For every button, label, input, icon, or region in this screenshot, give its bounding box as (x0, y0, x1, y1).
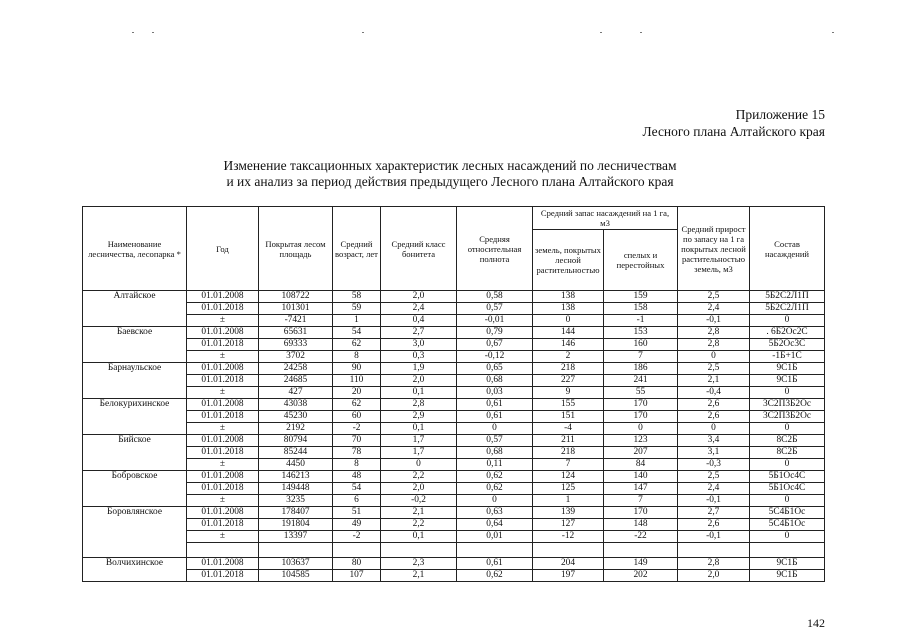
table-cell: -0,3 (678, 459, 750, 471)
table-cell: 146 (533, 339, 604, 351)
table-row (83, 435, 825, 447)
table-cell: 0 (750, 459, 825, 471)
table-cell: 2,6 (678, 411, 750, 423)
table-cell: 159 (604, 291, 678, 303)
table-cell: 65631 (259, 327, 333, 339)
table-cell: 01.01.2018 (187, 483, 259, 495)
document-title (120, 158, 780, 190)
table-cell: 151 (533, 411, 604, 423)
header-density: Средняя относительная полнота (457, 207, 533, 291)
table-cell: 1 (533, 495, 604, 507)
table-cell: 138 (533, 303, 604, 315)
table-cell: 160 (604, 339, 678, 351)
header-stock-covered: земель, покрытых лесной растительностью (533, 230, 604, 291)
table-cell: 104585 (259, 570, 333, 582)
table-cell: 2,5 (678, 291, 750, 303)
table-cell: 101301 (259, 303, 333, 315)
table-cell: 191804 (259, 519, 333, 531)
table-cell: 01.01.2018 (187, 519, 259, 531)
table-cell: 138 (533, 291, 604, 303)
table-cell: 2,7 (678, 507, 750, 519)
table-cell: 227 (533, 375, 604, 387)
table-cell: 2,9 (381, 411, 457, 423)
table-cell: 2,4 (381, 303, 457, 315)
table-cell: 186 (604, 363, 678, 375)
table-row (83, 483, 825, 495)
table-cell-empty (333, 543, 381, 558)
table-cell: . 6Б2Ос2С (750, 327, 825, 339)
table-row (83, 411, 825, 423)
table-cell: 01.01.2018 (187, 570, 259, 582)
table-cell: 5Б2С2Л1П (750, 303, 825, 315)
table-cell: 01.01.2008 (187, 363, 259, 375)
table-cell: 01.01.2018 (187, 303, 259, 315)
table-cell: 0,61 (457, 558, 533, 570)
table-cell: 01.01.2018 (187, 375, 259, 387)
table-cell: 1,7 (381, 447, 457, 459)
table-cell: -0,1 (678, 495, 750, 507)
forestry-name: Боровлянское (83, 507, 187, 558)
forestry-name: Бийское (83, 435, 187, 471)
table-cell: -0,01 (457, 315, 533, 327)
table-cell: 207 (604, 447, 678, 459)
header-composition: Состав насаждений (750, 207, 825, 291)
table-cell-empty (457, 543, 533, 558)
table-cell: 218 (533, 447, 604, 459)
table-cell: 0 (604, 423, 678, 435)
table-row (83, 471, 825, 483)
table-cell: 51 (333, 507, 381, 519)
table-cell: 58 (333, 291, 381, 303)
table-cell: 01.01.2008 (187, 291, 259, 303)
table-cell: ± (187, 315, 259, 327)
table-cell: 78 (333, 447, 381, 459)
table-row (83, 495, 825, 507)
table-cell: 2,7 (381, 327, 457, 339)
table-cell: 69333 (259, 339, 333, 351)
table-cell: 1,9 (381, 363, 457, 375)
table-cell: 127 (533, 519, 604, 531)
table-cell: -0,1 (678, 315, 750, 327)
table-cell: 0,01 (457, 531, 533, 543)
title-line-1: Изменение таксационных характеристик лесных насаждений по лесничествам (223, 158, 677, 173)
table-cell: 9 (533, 387, 604, 399)
table-cell: 144 (533, 327, 604, 339)
table-cell: 0 (381, 459, 457, 471)
appendix-line-1: Приложение 15 (735, 107, 825, 122)
table-cell: 0 (750, 387, 825, 399)
forestry-name: Белокурихинское (83, 399, 187, 435)
table-cell: ± (187, 459, 259, 471)
table-cell: 90 (333, 363, 381, 375)
table-cell: 0,57 (457, 303, 533, 315)
table-cell: -4 (533, 423, 604, 435)
table-cell: 0 (457, 423, 533, 435)
table-cell: 140 (604, 471, 678, 483)
table-cell: 5С4Б1Ос (750, 507, 825, 519)
table-cell: 0,62 (457, 570, 533, 582)
table-cell: 3702 (259, 351, 333, 363)
table-cell: 2,0 (381, 291, 457, 303)
table-row (83, 447, 825, 459)
table-cell-empty (187, 543, 259, 558)
table-cell: 9С1Б (750, 558, 825, 570)
table-cell: ± (187, 495, 259, 507)
table-cell: 8 (333, 459, 381, 471)
header-area: Покрытая лесом площадь (259, 207, 333, 291)
table-cell: 0 (533, 315, 604, 327)
table-cell: 0,1 (381, 531, 457, 543)
title-line-2: и их анализ за период действия предыдущего Лесного плана Алтайского края (226, 174, 674, 189)
table-cell: -2 (333, 423, 381, 435)
table-cell: ± (187, 351, 259, 363)
table-cell: 170 (604, 399, 678, 411)
table-cell: 0,62 (457, 471, 533, 483)
table-cell: 149 (604, 558, 678, 570)
table-cell: 0,68 (457, 375, 533, 387)
table-cell: 3,1 (678, 447, 750, 459)
table-row (83, 399, 825, 411)
table-cell: 01.01.2008 (187, 399, 259, 411)
table-cell: 24258 (259, 363, 333, 375)
table-cell: 2,5 (678, 363, 750, 375)
table-cell: 0,03 (457, 387, 533, 399)
table-cell-empty (259, 543, 333, 558)
appendix-line-2: Лесного плана Алтайского края (642, 124, 825, 139)
table-cell: 13397 (259, 531, 333, 543)
table-cell: 2,2 (381, 471, 457, 483)
table-cell: 3С2П3Б2Ос (750, 399, 825, 411)
table-cell: 2,8 (678, 339, 750, 351)
table-cell: 2,0 (381, 375, 457, 387)
table-row (83, 570, 825, 582)
table-cell: 2,1 (381, 507, 457, 519)
table-cell: 2,5 (678, 471, 750, 483)
appendix-header (643, 106, 825, 140)
table-cell: -0,12 (457, 351, 533, 363)
table-cell: 0,61 (457, 399, 533, 411)
table-cell: -7421 (259, 315, 333, 327)
table-cell: 1,7 (381, 435, 457, 447)
table-cell-empty (604, 543, 678, 558)
table-cell: -1 (604, 315, 678, 327)
table-cell: 170 (604, 411, 678, 423)
table-cell: 110 (333, 375, 381, 387)
table-cell: 123 (604, 435, 678, 447)
table-cell: 197 (533, 570, 604, 582)
forestry-name: Волчихинское (83, 558, 187, 582)
table-cell: 139 (533, 507, 604, 519)
table-row (83, 558, 825, 570)
table-cell: 0,3 (381, 351, 457, 363)
forestry-name: Бобровское (83, 471, 187, 507)
table-row (83, 387, 825, 399)
header-class: Средний класс бонитета (381, 207, 457, 291)
table-cell: 3С2П3Б2Ос (750, 411, 825, 423)
header-stock-group: Средний запас насаждений на 1 га, м3 (533, 207, 678, 230)
table-row (83, 363, 825, 375)
table-cell: ± (187, 387, 259, 399)
header-growth: Средний прирост по запасу на 1 га покрытых лесной растительностью земель, м3 (678, 207, 750, 291)
table-cell: 62 (333, 399, 381, 411)
table-cell: 45230 (259, 411, 333, 423)
table-cell: 1 (333, 315, 381, 327)
header-name: Наименование лесничества, лесопарка * (83, 207, 187, 291)
table-cell: 153 (604, 327, 678, 339)
table-cell: 146213 (259, 471, 333, 483)
table-header-row (83, 207, 825, 230)
table-cell: 3,0 (381, 339, 457, 351)
table-cell: 2,6 (678, 519, 750, 531)
table-cell: 103637 (259, 558, 333, 570)
table-row-spacer (83, 543, 825, 558)
table-cell: -0,4 (678, 387, 750, 399)
table-cell: 9С1Б (750, 570, 825, 582)
table-cell: 0,64 (457, 519, 533, 531)
table-cell: 202 (604, 570, 678, 582)
table-cell: 427 (259, 387, 333, 399)
table-cell: 01.01.2018 (187, 447, 259, 459)
table-cell: 0,63 (457, 507, 533, 519)
table-cell: 155 (533, 399, 604, 411)
table-cell: -1Б+1С (750, 351, 825, 363)
table-cell: 7 (604, 351, 678, 363)
table-row (83, 351, 825, 363)
table-cell: 0,4 (381, 315, 457, 327)
table-cell-empty (750, 543, 825, 558)
table-cell: 70 (333, 435, 381, 447)
table-cell: 54 (333, 327, 381, 339)
table-cell: 4450 (259, 459, 333, 471)
table-cell: 0,1 (381, 387, 457, 399)
table-cell: 0,57 (457, 435, 533, 447)
table-row (83, 459, 825, 471)
table-cell: 49 (333, 519, 381, 531)
table-row (83, 315, 825, 327)
table-cell: 148 (604, 519, 678, 531)
table-cell: 125 (533, 483, 604, 495)
table-cell: 107 (333, 570, 381, 582)
table-cell: -0,2 (381, 495, 457, 507)
table-cell: 01.01.2008 (187, 507, 259, 519)
table-cell: 20 (333, 387, 381, 399)
table-row (83, 423, 825, 435)
table-cell: 2 (533, 351, 604, 363)
table-cell-empty (533, 543, 604, 558)
table-cell: 85244 (259, 447, 333, 459)
table-cell: 2,3 (381, 558, 457, 570)
forestry-name: Алтайское (83, 291, 187, 327)
table-row (83, 291, 825, 303)
table-cell: 7 (604, 495, 678, 507)
table-cell: 9С1Б (750, 375, 825, 387)
table-cell: 5Б1Ос4С (750, 471, 825, 483)
forestry-name: Баевское (83, 327, 187, 363)
table-cell: 2,2 (381, 519, 457, 531)
table-cell: 9С1Б (750, 363, 825, 375)
table-cell: 62 (333, 339, 381, 351)
table-cell: 218 (533, 363, 604, 375)
table-cell: ± (187, 423, 259, 435)
table-cell: 43038 (259, 399, 333, 411)
table-cell: 01.01.2008 (187, 471, 259, 483)
table-cell: 01.01.2018 (187, 339, 259, 351)
header-age: Средний возраст, лет (333, 207, 381, 291)
table-cell: 178407 (259, 507, 333, 519)
table-cell: 5Б1Ос4С (750, 483, 825, 495)
table-cell: 5С4Б1Ос (750, 519, 825, 531)
table-cell: 0,61 (457, 411, 533, 423)
table-cell: 80794 (259, 435, 333, 447)
table-cell: 2,6 (678, 399, 750, 411)
table-cell: 01.01.2008 (187, 558, 259, 570)
table-cell: 5Б2С2Л1П (750, 291, 825, 303)
table-cell: 5Б2Ос3С (750, 339, 825, 351)
table-cell: 80 (333, 558, 381, 570)
table-cell: 0 (678, 351, 750, 363)
table-cell-empty (678, 543, 750, 558)
table-cell: 01.01.2008 (187, 435, 259, 447)
table-row (83, 303, 825, 315)
table-cell: 0,68 (457, 447, 533, 459)
table-row (83, 327, 825, 339)
table-cell: 8 (333, 351, 381, 363)
table-cell: 2,8 (678, 558, 750, 570)
table-row (83, 339, 825, 351)
table-cell: 0 (457, 495, 533, 507)
table-cell: 7 (533, 459, 604, 471)
table-row (83, 507, 825, 519)
table-cell: 158 (604, 303, 678, 315)
table-cell: 211 (533, 435, 604, 447)
table-cell: 3235 (259, 495, 333, 507)
table-cell: 01.01.2018 (187, 411, 259, 423)
page-number: 142 (807, 616, 825, 630)
table-cell: -0,1 (678, 531, 750, 543)
table-cell: 24685 (259, 375, 333, 387)
table-cell: 54 (333, 483, 381, 495)
table-cell: 2,1 (381, 570, 457, 582)
table-cell: 0,67 (457, 339, 533, 351)
table-cell: 55 (604, 387, 678, 399)
table-cell: 149448 (259, 483, 333, 495)
table-cell: 2,0 (678, 570, 750, 582)
table-cell: 2,0 (381, 483, 457, 495)
table-row (83, 531, 825, 543)
table-cell: 147 (604, 483, 678, 495)
table-cell: 8С2Б (750, 435, 825, 447)
header-year: Год (187, 207, 259, 291)
table-cell: 2,8 (678, 327, 750, 339)
table-cell: 0,65 (457, 363, 533, 375)
table-cell: 0,58 (457, 291, 533, 303)
table-cell: 0 (750, 315, 825, 327)
table-cell: 84 (604, 459, 678, 471)
table-cell: 0,79 (457, 327, 533, 339)
table-cell: 241 (604, 375, 678, 387)
table-cell: 0,62 (457, 483, 533, 495)
table-cell: 0,1 (381, 423, 457, 435)
table-cell: 48 (333, 471, 381, 483)
table-cell: 0 (678, 423, 750, 435)
table-cell: 2,4 (678, 303, 750, 315)
table-cell: 0,11 (457, 459, 533, 471)
table-cell: 59 (333, 303, 381, 315)
table-cell: 124 (533, 471, 604, 483)
table-row (83, 519, 825, 531)
table-cell: 108722 (259, 291, 333, 303)
table-body (83, 291, 825, 582)
table-cell: 2192 (259, 423, 333, 435)
table-cell: 2,8 (381, 399, 457, 411)
table-cell: 170 (604, 507, 678, 519)
header-stock-mature: спелых и перестойных (604, 230, 678, 291)
table-cell: 01.01.2008 (187, 327, 259, 339)
table-cell: 2,4 (678, 483, 750, 495)
table-cell: -22 (604, 531, 678, 543)
table-cell: 3,4 (678, 435, 750, 447)
table-cell: 2,1 (678, 375, 750, 387)
table-cell: 0 (750, 531, 825, 543)
forest-characteristics-table (82, 206, 825, 582)
table-cell: -2 (333, 531, 381, 543)
table-cell: 60 (333, 411, 381, 423)
table-cell: 6 (333, 495, 381, 507)
table-cell: 204 (533, 558, 604, 570)
table-cell-empty (381, 543, 457, 558)
table-cell: ± (187, 531, 259, 543)
table-cell: -12 (533, 531, 604, 543)
table-cell: 0 (750, 423, 825, 435)
table-cell: 0 (750, 495, 825, 507)
forestry-name: Барнаульское (83, 363, 187, 399)
table-cell: 8С2Б (750, 447, 825, 459)
table-row (83, 375, 825, 387)
